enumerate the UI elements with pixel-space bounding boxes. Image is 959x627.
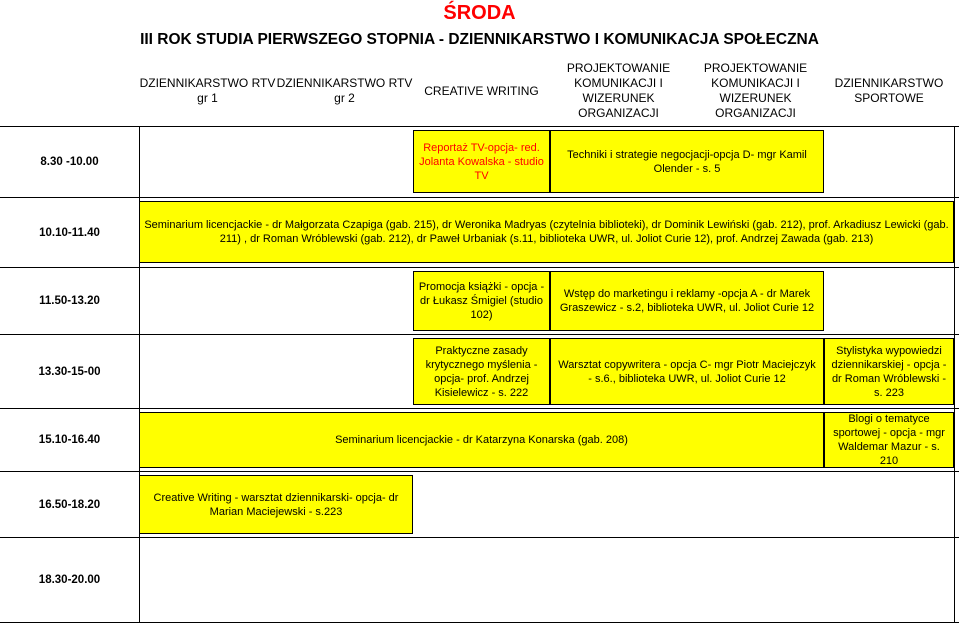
time-slot: 16.50-18.20 <box>38 498 101 511</box>
column-header-pkwo-1: PROJEKTOWANIE KOMUNIKACJI I WIZERUNEK ORGANIZACJI <box>566 61 671 120</box>
time-slot: 8.30 -10.00 <box>40 156 99 168</box>
class-seminarium-licencjackie: Seminarium licencjackie - dr Małgorzata Czapiga (gab. 215), dr Weronika Madryas (czytelnia biblioteki), dr Dominik Lewiński (gab. 212), prof. Arkadiusz Lewicki (gab. 211) , dr Roman Wróblewski (gab. 212), dr Paweł Urbaniak (s.11, biblioteka UWR, ul. Joliot Curie 12), prof. Andrzej Zawada (gab. 213) <box>139 201 954 263</box>
class-krytyczne-myslenie: Praktyczne zasady krytycznego myślenia - opcja- prof. Andrzej Kisielewicz - s. 222 <box>413 338 550 405</box>
row-divider <box>0 622 959 623</box>
class-stylistyka: Stylistyka wypowiedzi dziennikarskiej - opcja - dr Roman Wróblewski - s. 223 <box>824 338 954 405</box>
column-header-rtv-gr2: DZIENNIKARSTWO RTV gr 2 <box>276 76 413 105</box>
time-slot: 15.10-16.40 <box>38 434 101 446</box>
class-copywriter: Warsztat copywritera - opcja C- mgr Piotr Maciejczyk - s.6., biblioteka UWR, ul. Joliot Curie 12 <box>550 338 824 405</box>
row-divider <box>0 537 959 538</box>
class-promocja-ksiazki: Promocja książki - opcja - dr Łukasz Śmigiel (studio 102) <box>413 271 550 331</box>
column-header-rtv-gr1: DZIENNIKARSTWO RTV gr 1 <box>139 76 276 105</box>
column-header-sport: DZIENNIKARSTWO SPORTOWE <box>834 76 944 105</box>
column-header-creative-writing: CREATIVE WRITING <box>424 83 539 98</box>
class-reportaz-tv: Reportaż TV-opcja- red. Jolanta Kowalska - studio TV <box>413 130 550 193</box>
class-marketing: Wstęp do marketingu i reklamy -opcja A - dr Marek Graszewicz - s.2, biblioteka UWR, ul. Joliot Curie 12 <box>550 271 824 331</box>
time-slot: 18.30-20.00 <box>38 574 101 586</box>
column-divider <box>954 126 955 623</box>
time-slot: 10.10-11.40 <box>39 226 100 239</box>
time-slot: 11.50-13.20 <box>39 295 100 307</box>
class-seminarium-konarska: Seminarium licencjackie - dr Katarzyna Konarska (gab. 208) <box>139 412 824 468</box>
program-title: III ROK STUDIA PIERWSZEGO STOPNIA - DZIENNIKARSTWO I KOMUNIKACJA SPOŁECZNA <box>140 31 819 48</box>
class-blogi-sportowe: Blogi o tematyce sportowej - opcja - mgr Waldemar Mazur - s. 210 <box>824 412 954 468</box>
row-divider <box>0 471 959 472</box>
row-divider <box>0 334 959 335</box>
row-divider <box>0 126 959 127</box>
row-divider <box>0 267 959 268</box>
class-creative-writing: Creative Writing - warsztat dziennikarski- opcja- dr Marian Maciejewski - s.223 <box>139 475 413 534</box>
row-divider <box>0 197 959 198</box>
day-title: ŚRODA <box>443 2 516 24</box>
time-slot: 13.30-15-00 <box>38 365 101 378</box>
column-header-pkwo-2: PROJEKTOWANIE KOMUNIKACJI I WIZERUNEK ORGANIZACJI <box>703 61 808 120</box>
class-negocjacje: Techniki i strategie negocjacji-opcja D- mgr Kamil Olender - s. 5 <box>550 130 824 193</box>
row-divider <box>0 408 959 409</box>
